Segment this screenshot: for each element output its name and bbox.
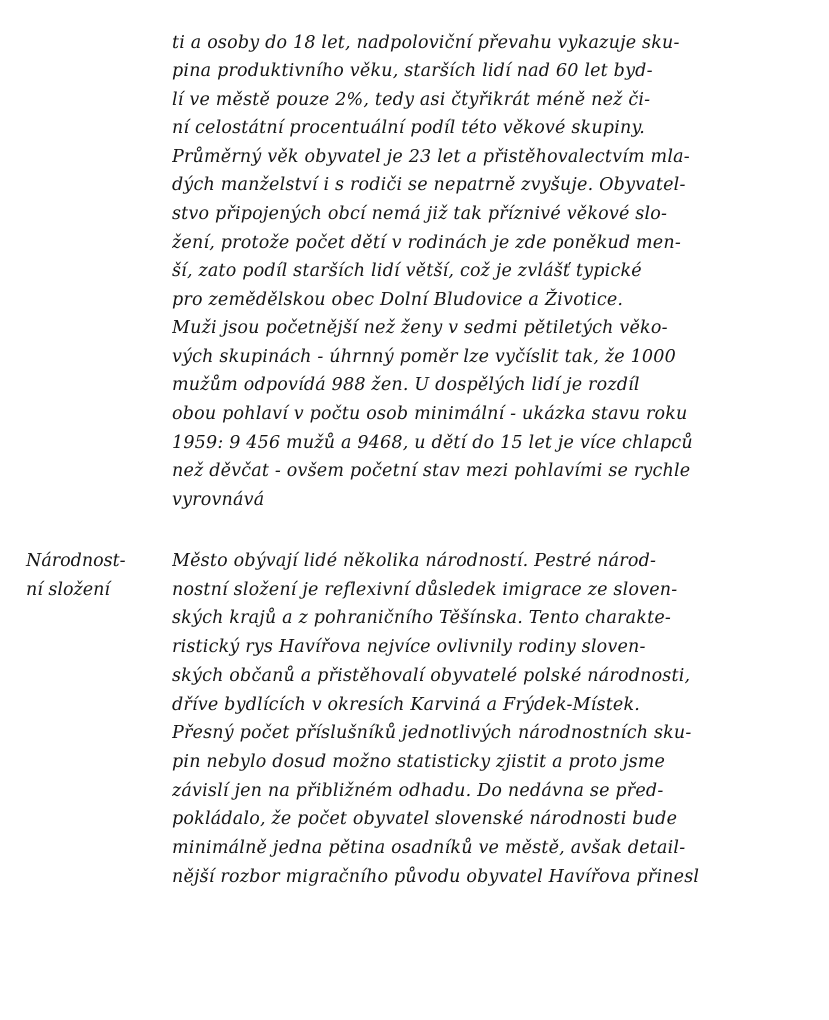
margin-note-line: ní složení [26,580,110,600]
text-line: Přesný počet příslušníků jednotlivých národnostních sku- [172,723,692,743]
text-line: pokládalo, že počet obyvatel slovenské národnosti bude [172,809,678,829]
text-line: ských občanů a přistěhovalí obyvatelé polské národnosti, [172,666,691,686]
text-line: ní celostátní procentuální podíl této věkové skupiny. [172,118,645,138]
text-line: pro zemědělskou obec Dolní Bludovice a Životice. [172,290,624,310]
text-line: závislí jen na přibližném odhadu. Do nedávna se před- [172,781,664,801]
text-line: dříve bydlících v okresích Karviná a Frýdek-Místek. [172,695,641,715]
text-line: vyrovnává [172,490,265,510]
text-line: ristický rys Havířova nejvíce ovlivnily rodiny sloven- [172,637,646,657]
text-line: vých skupinách - úhrnný poměr lze vyčíslit tak, že 1000 [172,347,676,367]
text-line: nostní složení je reflexivní důsledek imigrace ze sloven- [172,580,678,600]
text-line: obou pohlaví v počtu osob minimální - ukázka stavu roku [172,404,688,424]
text-line: Město obývají lidé několika národností. Pestré národ- [172,551,657,571]
text-line: Průměrný věk obyvatel je 23 let a přistěhovalectvím mla- [172,147,690,167]
text-line: Muži jsou početnější než ženy v sedmi pětiletých věko- [172,318,668,338]
text-line: lí ve městě pouze 2%, tedy asi čtyřikrát méně než či- [172,90,651,110]
margin-note-line: Národnost- [26,551,126,571]
text-line: než děvčat - ovšem početní stav mezi pohlavími se rychle [172,461,691,481]
text-line: ší, zato podíl starších lidí větší, což je zvlášť typické [172,261,642,281]
text-line: ských krajů a z pohraničního Těšínska. Tento charakte- [172,608,672,628]
text-line: pina produktivního věku, starších lidí nad 60 let byd- [172,61,653,81]
text-line: 1959: 9 456 mužů a 9468, u dětí do 15 let je více chlapců [172,433,693,453]
text-line: stvo připojených obcí nemá již tak příznivé věkové slo- [172,204,668,224]
text-line: minimálně jedna pětina osadníků ve městě, avšak detail- [172,838,686,858]
text-line: pin nebylo dosud možno statisticky zjistit a proto jsme [172,752,666,772]
text-line: žení, protože počet dětí v rodinách je zde poněkud men- [172,233,681,253]
text-line: mužům odpovídá 988 žen. U dospělých lidí je rozdíl [172,375,640,395]
text-line: dých manželství i s rodiči se nepatrně zvyšuje. Obyvatel- [172,175,686,195]
text-line: ti a osoby do 18 let, nadpoloviční převahu vykazuje sku- [172,33,680,53]
text-line: nější rozbor migračního původu obyvatel Havířova přinesl [172,867,700,887]
